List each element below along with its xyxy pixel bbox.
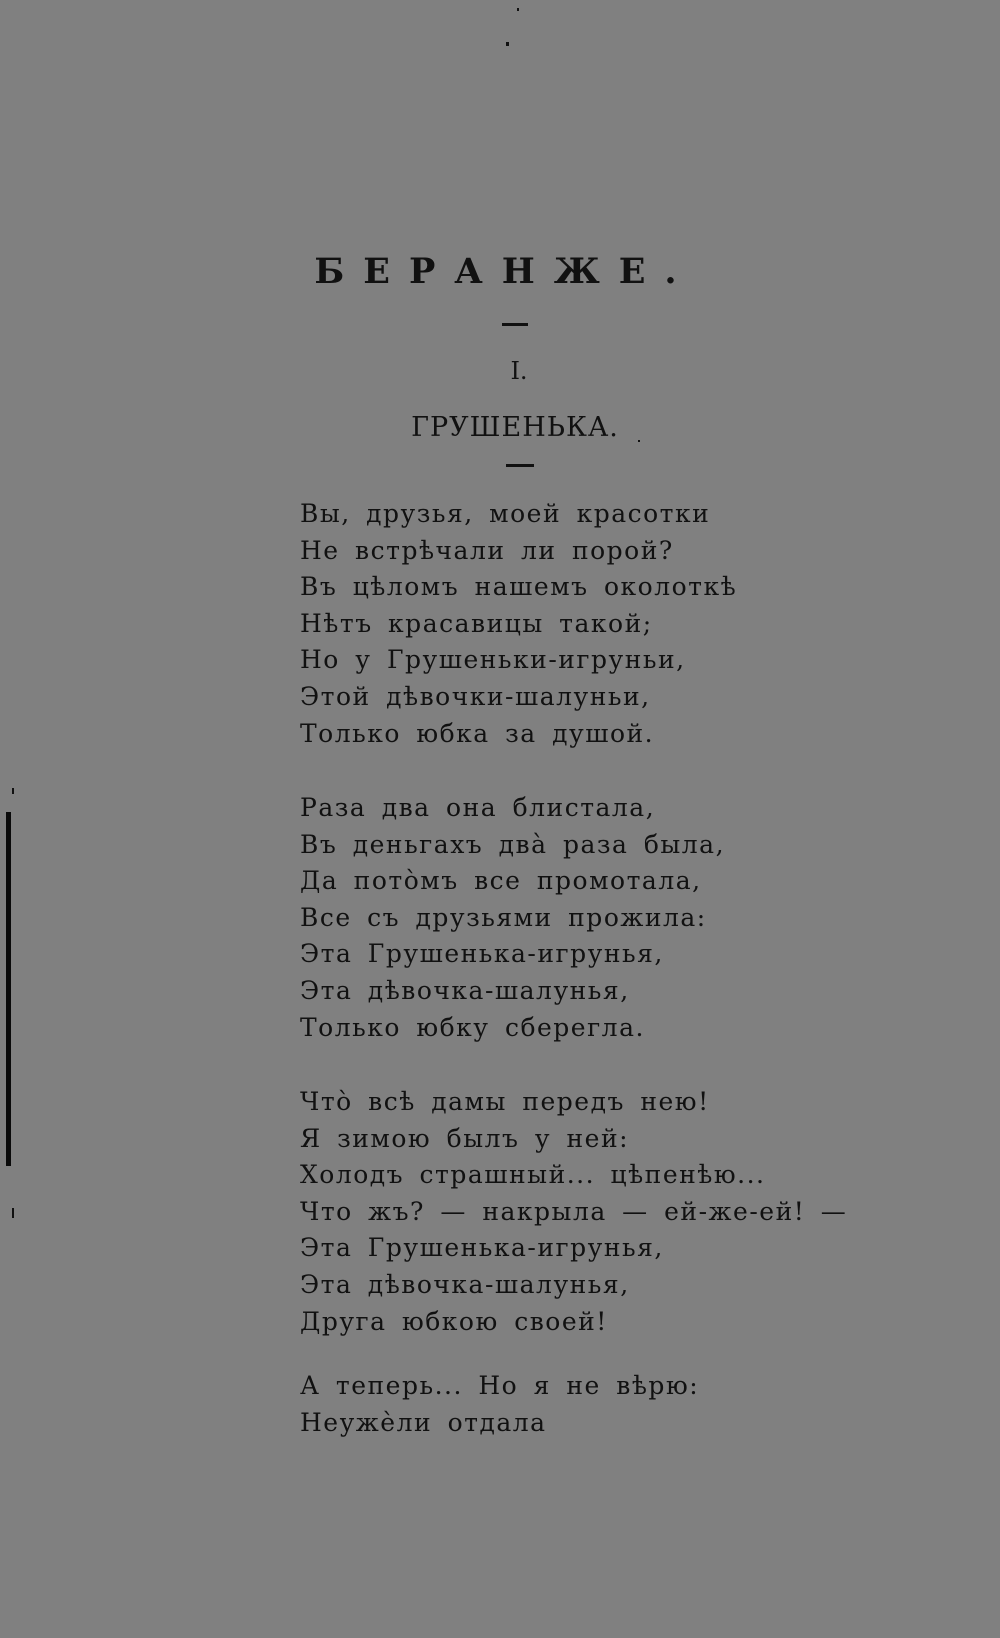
ink-speck <box>12 788 14 794</box>
stanza <box>300 790 725 1046</box>
title-divider <box>506 464 534 467</box>
stanza <box>300 1368 699 1441</box>
verse-line: Раза два она блистала, <box>300 793 656 822</box>
verse-line: Что жъ? — накрыла — ей-же-ей! — <box>300 1196 848 1226</box>
verse-line: Не встрѣчали ли порой? <box>300 535 674 565</box>
verse-line: Да потòмъ все промотала, <box>300 866 702 896</box>
poem-number: I. <box>510 357 528 385</box>
author-heading: БЕРАНЖЕ. <box>314 251 696 292</box>
stanza <box>300 1084 847 1340</box>
verse-line: Нѣтъ красавицы такой; <box>300 608 653 638</box>
verse-line: Вы, друзья, моей красотки <box>300 499 711 528</box>
verse-line: Эта Грушенька-игрунья, <box>300 939 664 969</box>
verse-line: Чтò всѣ дамы передъ нею! <box>300 1087 710 1116</box>
ink-speck <box>517 8 519 11</box>
margin-binding-mark <box>6 812 11 1166</box>
verse-line: Въ деньгахъ двà раза была, <box>300 829 726 859</box>
verse-line: Друга юбкою своей! <box>300 1306 608 1336</box>
verse-line: Но у Грушеньки-игруньи, <box>300 645 686 675</box>
ink-speck <box>506 42 509 46</box>
verse-line: А теперь... Но я не вѣрю: <box>300 1371 700 1400</box>
verse-line: Только юбка за душой. <box>300 718 655 748</box>
poem-title: ГРУШЕНЬКА. <box>411 412 619 443</box>
verse-line: Я зимою былъ у ней: <box>300 1123 630 1153</box>
stanza <box>300 496 737 752</box>
verse-line: Холодъ страшный... цѣпенѣю... <box>300 1160 766 1190</box>
heading-divider <box>502 323 528 326</box>
verse-line: Эта Грушенька-игрунья, <box>300 1233 664 1263</box>
verse-line: Только юбку сберегла. <box>300 1012 645 1042</box>
ink-speck <box>12 1208 14 1218</box>
verse-line: Все съ друзьями прожила: <box>300 902 707 932</box>
verse-line: Эта дѣвочка-шалунья, <box>300 1269 630 1299</box>
verse-line: Эта дѣвочка-шалунья, <box>300 975 630 1005</box>
verse-line: Этой дѣвочки-шалуньи, <box>300 681 651 711</box>
verse-line: Неужѐли отдала <box>300 1407 547 1437</box>
verse-line: Въ цѣломъ нашемъ околоткѣ <box>300 572 738 602</box>
